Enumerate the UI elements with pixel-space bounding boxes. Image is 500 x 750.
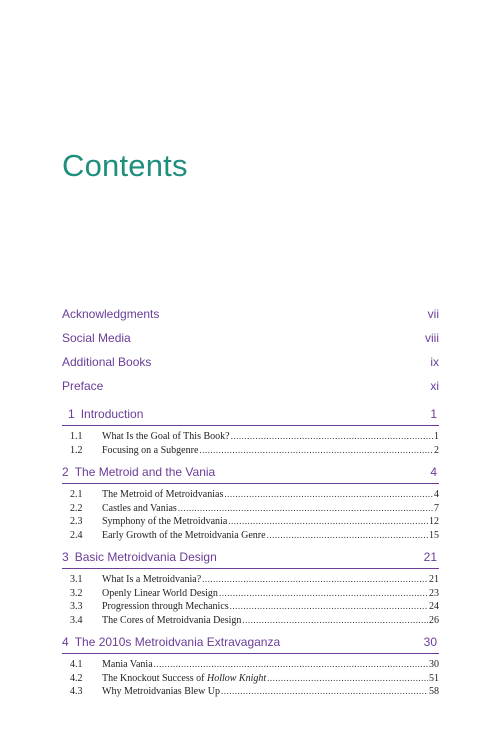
section-page: 4 [434,489,439,500]
section-number: 2.1 [70,489,83,500]
chapter-number: 4 [62,635,69,649]
toc-entry-page: ix [430,355,439,369]
chapter-block [62,548,439,633]
section-entry[interactable] [62,600,439,614]
section-title: The Cores of Metroidvania Design [102,614,242,626]
section-title: Focusing on a Subgenre [102,444,199,456]
chapter-number: 2 [62,465,69,479]
leader-dots [224,488,433,502]
section-entry[interactable] [62,685,439,699]
toc-entry-social-media[interactable] [62,329,439,353]
section-number: 3.4 [70,614,83,626]
section-page: 24 [429,601,439,612]
section-number: 1.2 [70,444,83,456]
section-page: 7 [434,502,439,514]
toc-entry-label: Acknowledgments [62,307,160,321]
section-list [62,484,439,548]
toc-entry-page: viii [425,331,439,345]
section-entry[interactable] [62,502,439,516]
section-number: 2.2 [70,502,83,514]
section-page: 2 [434,444,439,456]
section-page: 12 [429,516,439,527]
chapter-list [62,405,439,705]
chapter-number: 3 [62,550,69,564]
table-of-contents [62,305,439,705]
chapter-heading-left [62,405,143,423]
section-entry[interactable] [62,444,439,458]
section-entry[interactable] [62,529,439,543]
page-title: Contents [62,148,188,183]
section-number: 3.3 [70,601,83,612]
section-entry[interactable] [62,430,439,444]
section-title: Openly Linear World Design [102,587,218,599]
leader-dots [221,685,428,699]
chapter-heading-left [62,633,280,651]
chapter-page: 1 [430,407,437,421]
section-title: The Metroid of Metroidvanias [102,489,224,500]
chapter-page: 4 [430,465,437,479]
chapter-page: 30 [423,635,437,649]
leader-dots [219,587,428,601]
leader-dots [202,573,428,587]
section-title: Early Growth of the Metroidvania Genre [102,529,266,541]
section-title: What Is the Goal of This Book? [102,431,230,442]
section-title: Why Metroidvanias Blew Up [102,686,221,697]
chapter-block [62,405,439,463]
section-page: 15 [429,529,439,541]
chapter-title: Basic Metroidvania Design [74,550,217,564]
section-title: The Knockout Success of Hollow Knight [102,672,267,684]
section-entry[interactable] [62,488,439,502]
section-number: 4.1 [70,659,83,670]
chapter-number: 1 [68,407,75,421]
section-number: 3.1 [70,574,83,585]
section-number: 3.2 [70,587,83,599]
section-number: 4.3 [70,686,83,697]
chapter-page: 21 [423,550,437,564]
leader-dots [231,430,433,444]
leader-dots [230,600,428,614]
toc-entry-acknowledgments[interactable] [62,305,439,329]
section-number: 2.3 [70,516,83,527]
chapter-heading-left [62,548,217,566]
section-list [62,426,439,463]
leader-dots [178,502,433,516]
section-number: 1.1 [70,431,83,442]
leader-dots [242,614,428,628]
section-number: 4.2 [70,672,83,684]
chapter-title: Introduction [80,407,144,421]
chapter-block [62,463,439,548]
section-page: 21 [429,574,439,585]
leader-dots [228,515,428,529]
section-entry[interactable] [62,658,439,672]
section-entry[interactable] [62,515,439,529]
section-page: 1 [434,431,439,442]
section-page: 51 [429,672,439,684]
section-page: 26 [429,614,439,626]
section-title: Progression through Mechanics [102,601,229,612]
leader-dots [154,658,428,672]
section-title: Mania Vania [102,659,153,670]
section-title: What Is a Metroidvania? [102,574,202,585]
leader-dots [267,529,428,543]
section-page: 23 [429,587,439,599]
section-title: Castles and Vanias [102,502,177,514]
toc-entry-page: vii [427,307,439,321]
chapter-heading[interactable] [62,405,439,426]
toc-entry-label: Social Media [62,331,131,345]
section-title-italic: Hollow Knight [206,672,267,684]
section-number: 2.4 [70,529,83,541]
toc-entry-additional-books[interactable] [62,353,439,377]
chapter-heading[interactable] [62,548,439,569]
front-matter-list [62,305,439,401]
toc-entry-page: xi [430,379,439,393]
chapter-title: The 2010s Metroidvania Extravaganza [74,635,281,649]
section-entry[interactable] [62,614,439,628]
chapter-heading[interactable] [62,633,439,654]
section-entry[interactable] [62,672,439,686]
section-entry[interactable] [62,587,439,601]
section-entry[interactable] [62,573,439,587]
section-title: Symphony of the Metroidvania [102,516,228,527]
section-list [62,569,439,633]
chapter-block [62,633,439,705]
toc-entry-label: Preface [62,379,104,393]
section-list [62,654,439,705]
leader-dots [199,444,433,458]
section-page: 58 [429,686,439,697]
chapter-heading-left [62,463,215,481]
chapter-heading[interactable] [62,463,439,484]
toc-entry-preface[interactable] [62,377,439,401]
section-page: 30 [429,659,439,670]
leader-dots [267,672,428,686]
chapter-title: The Metroid and the Vania [74,465,216,479]
toc-entry-label: Additional Books [62,355,152,369]
